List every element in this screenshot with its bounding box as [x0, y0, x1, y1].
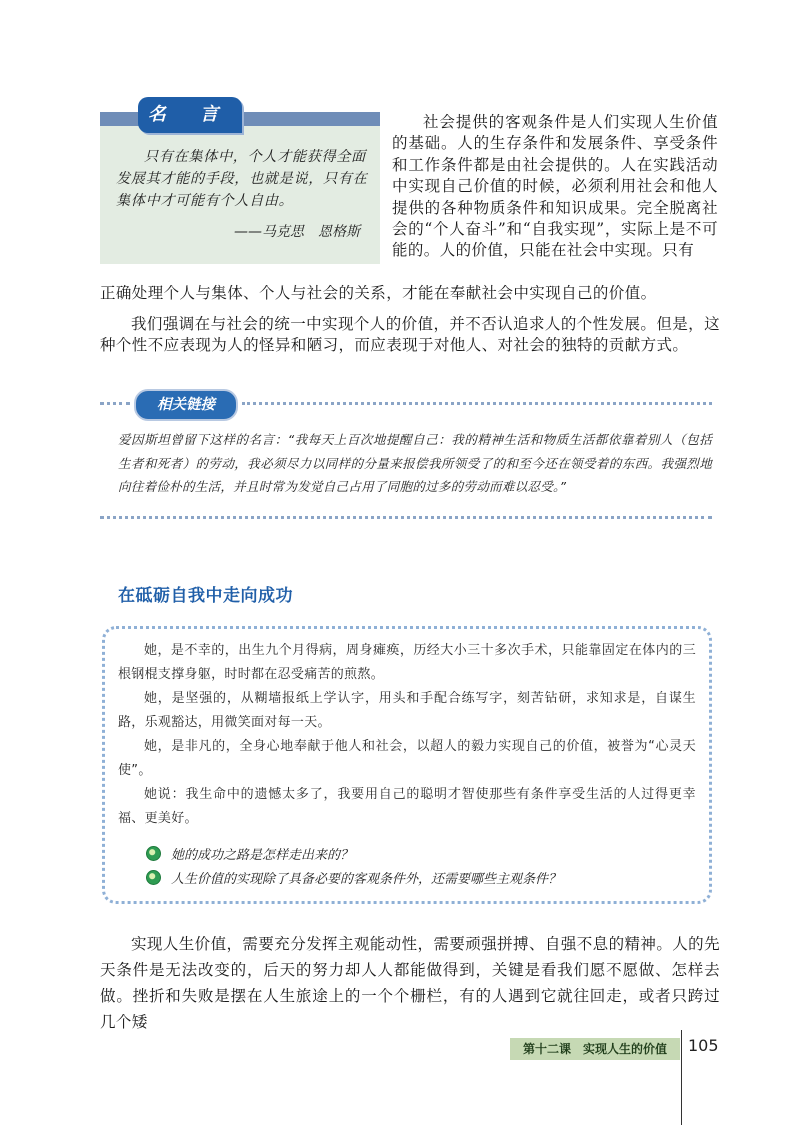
paragraph-1-continuation-text: 正确处理个人与集体、个人与社会的关系，才能在奉献社会中实现自己的价值。 [100, 284, 657, 302]
story-paragraph: 她，是不幸的，出生九个月得病，周身瘫痪，历经大小三十多次手术，只能靠固定在体内的三根钢棍支撑身躯，时时都在忍受痛苦的煎熬。 [118, 643, 696, 682]
question-2 [146, 868, 561, 887]
related-link-divider-right [242, 402, 712, 405]
related-link-body: 爱因斯坦曾留下这样的名言：“我每天上百次地提醒自己：我的精神生活和物质生活都依靠着别人（包括生者和死者）的劳动，我必须尽力以同样的分量来报偿我所领受了的和至今还在领受着的东西。我强烈地向往着俭朴的生活，并且时常为发觉自己占用了同胞的过多的劳动而难以忍受。” [118, 432, 712, 494]
question-bullet-icon [146, 870, 161, 885]
page-number: 105 [688, 1036, 719, 1055]
question-2-text: 人生价值的实现除了具备必要的客观条件外，还需要哪些主观条件？ [171, 872, 562, 887]
quote-text [116, 146, 368, 212]
question-1 [146, 844, 353, 863]
paragraph-1 [392, 112, 718, 262]
story-paragraph: 她，是坚强的，从糊墙报纸上学认字，用头和手配合练写字，刻苦钻研，求知求是，自谋生路，乐观豁达，用微笑面对每一天。 [118, 691, 696, 730]
paragraph-3 [100, 931, 720, 1035]
question-1-text: 她的成功之路是怎样走出来的？ [171, 848, 354, 863]
chapter-footer: 第十二课 实现人生的价值 [510, 1038, 680, 1060]
quote-author: ——马克思 恩格斯 [234, 224, 360, 240]
footer-divider [681, 1030, 682, 1125]
paragraph-2 [100, 314, 720, 357]
paragraph-3-text: 实现人生价值，需要充分发挥主观能动性，需要顽强拼搏、自强不息的精神。人的先天条件是无法改变的，后天的努力却人人都能做得到，关键是看我们愿不愿做、怎样去做。挫折和失败是摆在人生旅途上的一个个栅栏，有的人遇到它就往回走，或者只跨过几个矮 [100, 935, 720, 1031]
related-link-text [118, 428, 712, 499]
story-paragraph: 她说：我生命中的遗憾太多了，我要用自己的聪明才智使那些有条件享受生活的人过得更幸福、更美好。 [118, 787, 696, 826]
story-text [118, 639, 696, 831]
paragraph-2-text: 我们强调在与社会的统一中实现个人的价值，并不否认追求人的个性发展。但是，这种个性不应表现为人的怪异和陋习，而应表现于对他人、对社会的独特的贡献方式。 [100, 315, 720, 355]
paragraph-1-text: 社会提供的客观条件是人们实现人生价值的基础。人的生存条件和发展条件、享受条件和工作条件都是由社会提供的。人在实践活动中实现自己价值的时候，必须利用社会和他人提供的各种物质条件和知识成果。完全脱离社会的“个人奋斗”和“自我实现”，实际上是不可能的。人的价值，只能在社会中实现。只有 [392, 113, 718, 260]
related-link-label: 相关链接 [134, 389, 238, 421]
related-link-divider-bottom [100, 516, 712, 519]
quote-heading: 名 言 [138, 97, 242, 133]
section-title: 在砥砺自我中走向成功 [118, 586, 293, 606]
paragraph-1-continuation [100, 283, 720, 304]
question-bullet-icon [146, 846, 161, 861]
related-link-divider-left [100, 402, 130, 405]
quote-body: 只有在集体中，个人才能获得全面发展其才能的手段，也就是说，只有在集体中才可能有个人自由。 [116, 149, 368, 209]
story-paragraph: 她，是非凡的，全身心地奉献于他人和社会，以超人的毅力实现自己的价值，被誉为“心灵天使”。 [118, 739, 696, 778]
